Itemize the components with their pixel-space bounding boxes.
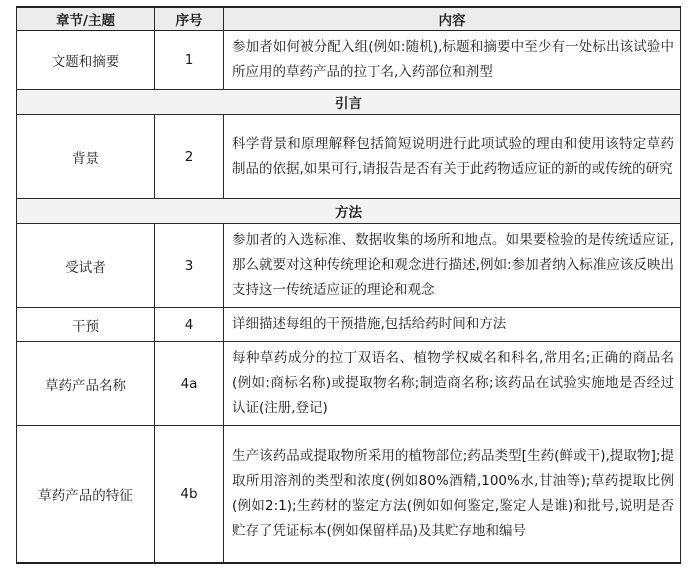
row-content: 生产该药品或提取物所采用的植物部位;药品类型[生药(鲜或干),提取物];提取所用溶剂的类型和浓度(例如80%酒精,100%水,甘油等);草药提取比例(例如2:1);生药材的鉴定方法(例如如何鉴定,鉴定人是谁)和批号,说明是否贮存了凭证标本(例如保留样品)及其贮存地和编号 (224, 426, 681, 563)
table-row (17, 31, 681, 90)
table-row (17, 308, 681, 342)
row-content: 每种草药成分的拉丁双语名、植物学权威名和科名,常用名;正确的商品名(例如:商标名称)或提取物名称;制造商名称;该药品在试验实施地是否经过认证(注册,登记) (224, 342, 681, 426)
group-heading: 引言 (17, 90, 681, 115)
row-number: 3 (155, 224, 224, 308)
row-section: 受试者 (17, 224, 155, 308)
header-section: 章节/主题 (17, 7, 155, 31)
header-content: 内容 (224, 7, 681, 31)
row-section: 草药产品名称 (17, 342, 155, 426)
table-header-row (17, 7, 681, 31)
row-section: 草药产品的特征 (17, 426, 155, 563)
group-row-introduction (17, 90, 681, 115)
group-row-methods (17, 199, 681, 224)
row-content: 参加者的入选标准、数据收集的场所和地点。如果要检验的是传统适应证,那么就要对这种传统理论和观念进行描述,例如:参加者纳入标准应该反映出支持这一传统适应证的理论和观念 (224, 224, 681, 308)
row-content: 科学背景和原理解释包括简短说明进行此项试验的理由和使用该特定草药制品的依据,如果可行,请报告是否有关于此药物适应证的新的或传统的研究 (224, 115, 681, 199)
group-heading: 方法 (17, 199, 681, 224)
row-content: 参加者如何被分配入组(例如:随机),标题和摘要中至少有一处标出该试验中所应用的草药产品的拉丁名,入药部位和剂型 (224, 31, 681, 90)
row-section: 干预 (17, 308, 155, 342)
row-number: 1 (155, 31, 224, 90)
row-section: 背景 (17, 115, 155, 199)
row-content: 详细描述每组的干预措施,包括给药时间和方法 (224, 308, 681, 342)
table-row (17, 426, 681, 563)
table-row (17, 224, 681, 308)
row-section: 文题和摘要 (17, 31, 155, 90)
row-number: 4 (155, 308, 224, 342)
row-number: 4b (155, 426, 224, 563)
header-number: 序号 (155, 7, 224, 31)
row-number: 4a (155, 342, 224, 426)
table-row (17, 115, 681, 199)
reporting-checklist-table (16, 6, 681, 564)
row-number: 2 (155, 115, 224, 199)
table-row (17, 342, 681, 426)
